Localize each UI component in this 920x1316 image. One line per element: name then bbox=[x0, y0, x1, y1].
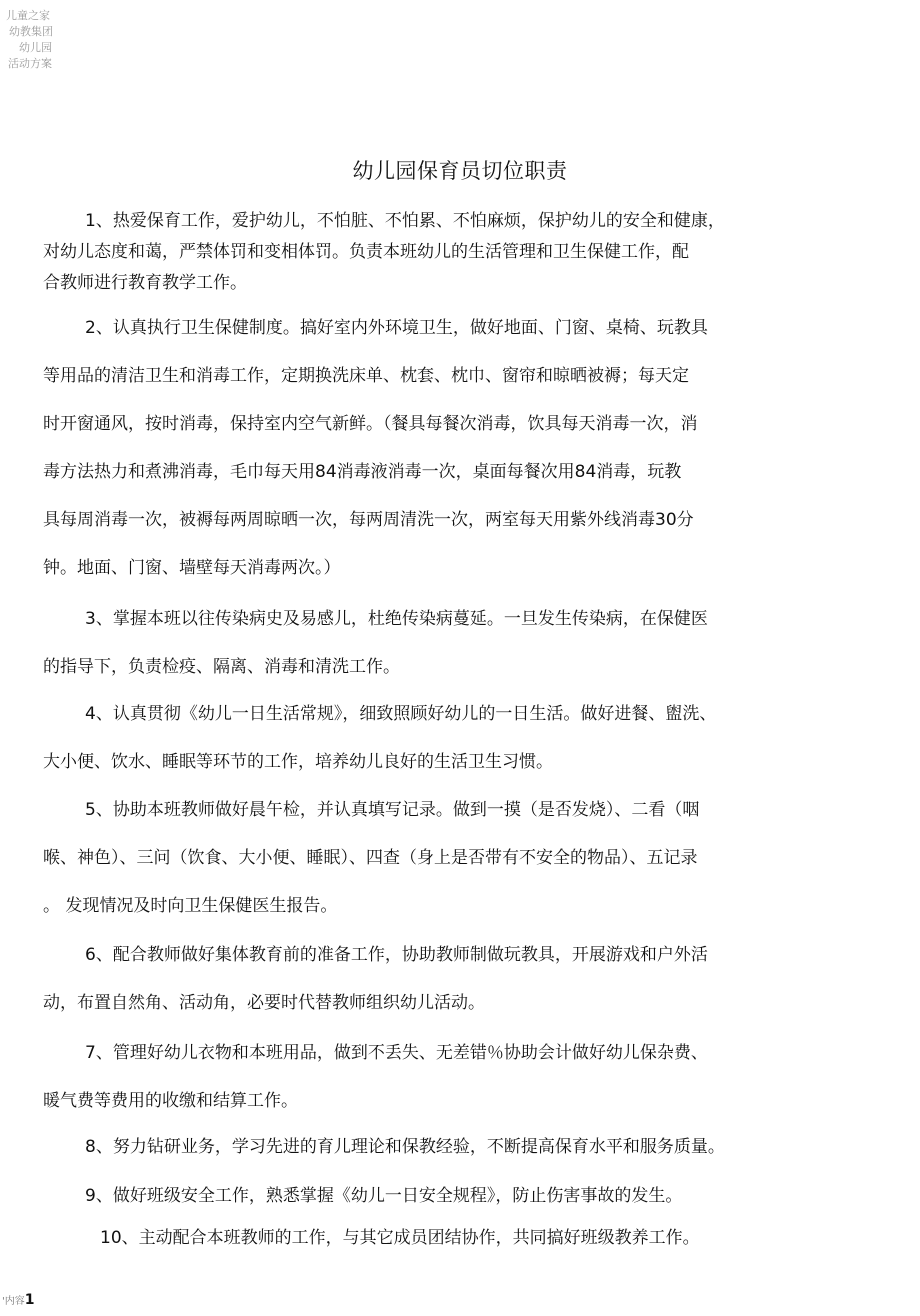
paragraph-line: 1、热爱保育工作，爱护幼儿，不怕脏、不怕累、不怕麻烦，保护幼儿的安全和健康， bbox=[85, 211, 725, 231]
paragraph-line: 暖气费等费用的收缴和结算工作。 bbox=[43, 1091, 298, 1111]
paragraph-4 bbox=[0, 690, 716, 786]
paragraph-line: 对幼儿态度和蔼，严禁体罚和变相体罚。负责本班幼儿的生活管理和卫生保健工作，配 bbox=[43, 242, 689, 262]
paragraph-line: 合教师进行教育教学工作。 bbox=[43, 273, 247, 293]
paragraph-6 bbox=[0, 931, 708, 1027]
paragraph-1 bbox=[0, 206, 725, 299]
paragraph-line: 8、努力钻研业务，学习先进的育儿理论和保教经验，不断提高保育水平和服务质量。 bbox=[85, 1137, 725, 1157]
watermark-line: 幼儿园 bbox=[19, 41, 52, 54]
paragraph-line: 。 发现情况及时向卫生保健医生报告。 bbox=[43, 896, 338, 916]
paragraph-line: 钟。地面、门窗、墙壁每天消毒两次。） bbox=[43, 558, 341, 578]
paragraph-line: 9、做好班级安全工作，熟悉掌握《幼儿一日安全规程》，防止伤害事故的发生。 bbox=[85, 1186, 683, 1206]
paragraph-2 bbox=[0, 304, 708, 592]
page-title: 幼儿园保育员切位职责 bbox=[352, 159, 568, 183]
paragraph-5 bbox=[0, 786, 699, 930]
footer-label: '内容 bbox=[2, 1296, 25, 1307]
paragraph-3 bbox=[0, 595, 708, 691]
watermark-line: 活动方案 bbox=[8, 57, 52, 70]
paragraph-line: 大小便、饮水、睡眠等环节的工作，培养幼儿良好的生活卫生习惯。 bbox=[43, 752, 553, 772]
paragraph-line: 的指导下，负责检疫、隔离、消毒和清洗工作。 bbox=[43, 657, 400, 677]
paragraph-line: 动，布置自然角、活动角，必要时代替教师组织幼儿活动。 bbox=[43, 993, 485, 1013]
paragraph-10 bbox=[0, 1218, 700, 1258]
paragraph-line: 6、配合教师做好集体教育前的准备工作，协助教师制做玩教具，开展游戏和户外活 bbox=[85, 945, 708, 965]
paragraph-line: 7、管理好幼儿衣物和本班用品，做到不丢失、无差错％协助会计做好幼儿保杂费、 bbox=[85, 1043, 708, 1063]
watermark-line: 幼教集团 bbox=[9, 25, 53, 38]
paragraph-8 bbox=[0, 1127, 725, 1167]
watermark bbox=[0, 8, 56, 72]
page-footer bbox=[2, 1292, 35, 1308]
paragraph-line: 3、掌握本班以往传染病史及易感儿，杜绝传染病蔓延。一旦发生传染病，在保健医 bbox=[85, 609, 708, 629]
paragraph-line: 2、认真执行卫生保健制度。搞好室内外环境卫生，做好地面、门窗、桌椅、玩教具 bbox=[85, 318, 708, 338]
paragraph-line: 5、协助本班教师做好晨午检，并认真填写记录。做到一摸（是否发烧）、二看（咽 bbox=[85, 800, 700, 820]
paragraph-7 bbox=[0, 1029, 708, 1125]
paragraph-line: 毒方法热力和煮沸消毒，毛巾每天用84消毒液消毒一次，桌面每餐次用84消毒，玩教 bbox=[43, 462, 682, 482]
watermark-line: 儿童之家 bbox=[6, 9, 50, 22]
paragraph-line: 10、主动配合本班教师的工作，与其它成员团结协作，共同搞好班级教养工作。 bbox=[100, 1228, 700, 1248]
paragraph-line: 等用品的清洁卫生和消毒工作，定期换洗床单、枕套、枕巾、窗帘和晾晒被褥；每天定 bbox=[43, 366, 689, 386]
page-number: 1 bbox=[24, 1292, 35, 1308]
paragraph-line: 时开窗通风，按时消毒，保持室内空气新鲜。（餐具每餐次消毒，饮具每天消毒一次，消 bbox=[43, 414, 698, 434]
paragraph-line: 喉、神色）、三问（饮食、大小便、睡眠）、四查（身上是否带有不安全的物品）、五记录 bbox=[43, 848, 698, 868]
paragraph-9 bbox=[0, 1176, 682, 1216]
paragraph-line: 具每周消毒一次，被褥每两周晾晒一次，每两周清洗一次，两室每天用紫外线消毒30分 bbox=[43, 510, 694, 530]
paragraph-line: 4、认真贯彻《幼儿一日生活常规》，细致照顾好幼儿的一日生活。做好进餐、盥洗、 bbox=[85, 704, 717, 724]
